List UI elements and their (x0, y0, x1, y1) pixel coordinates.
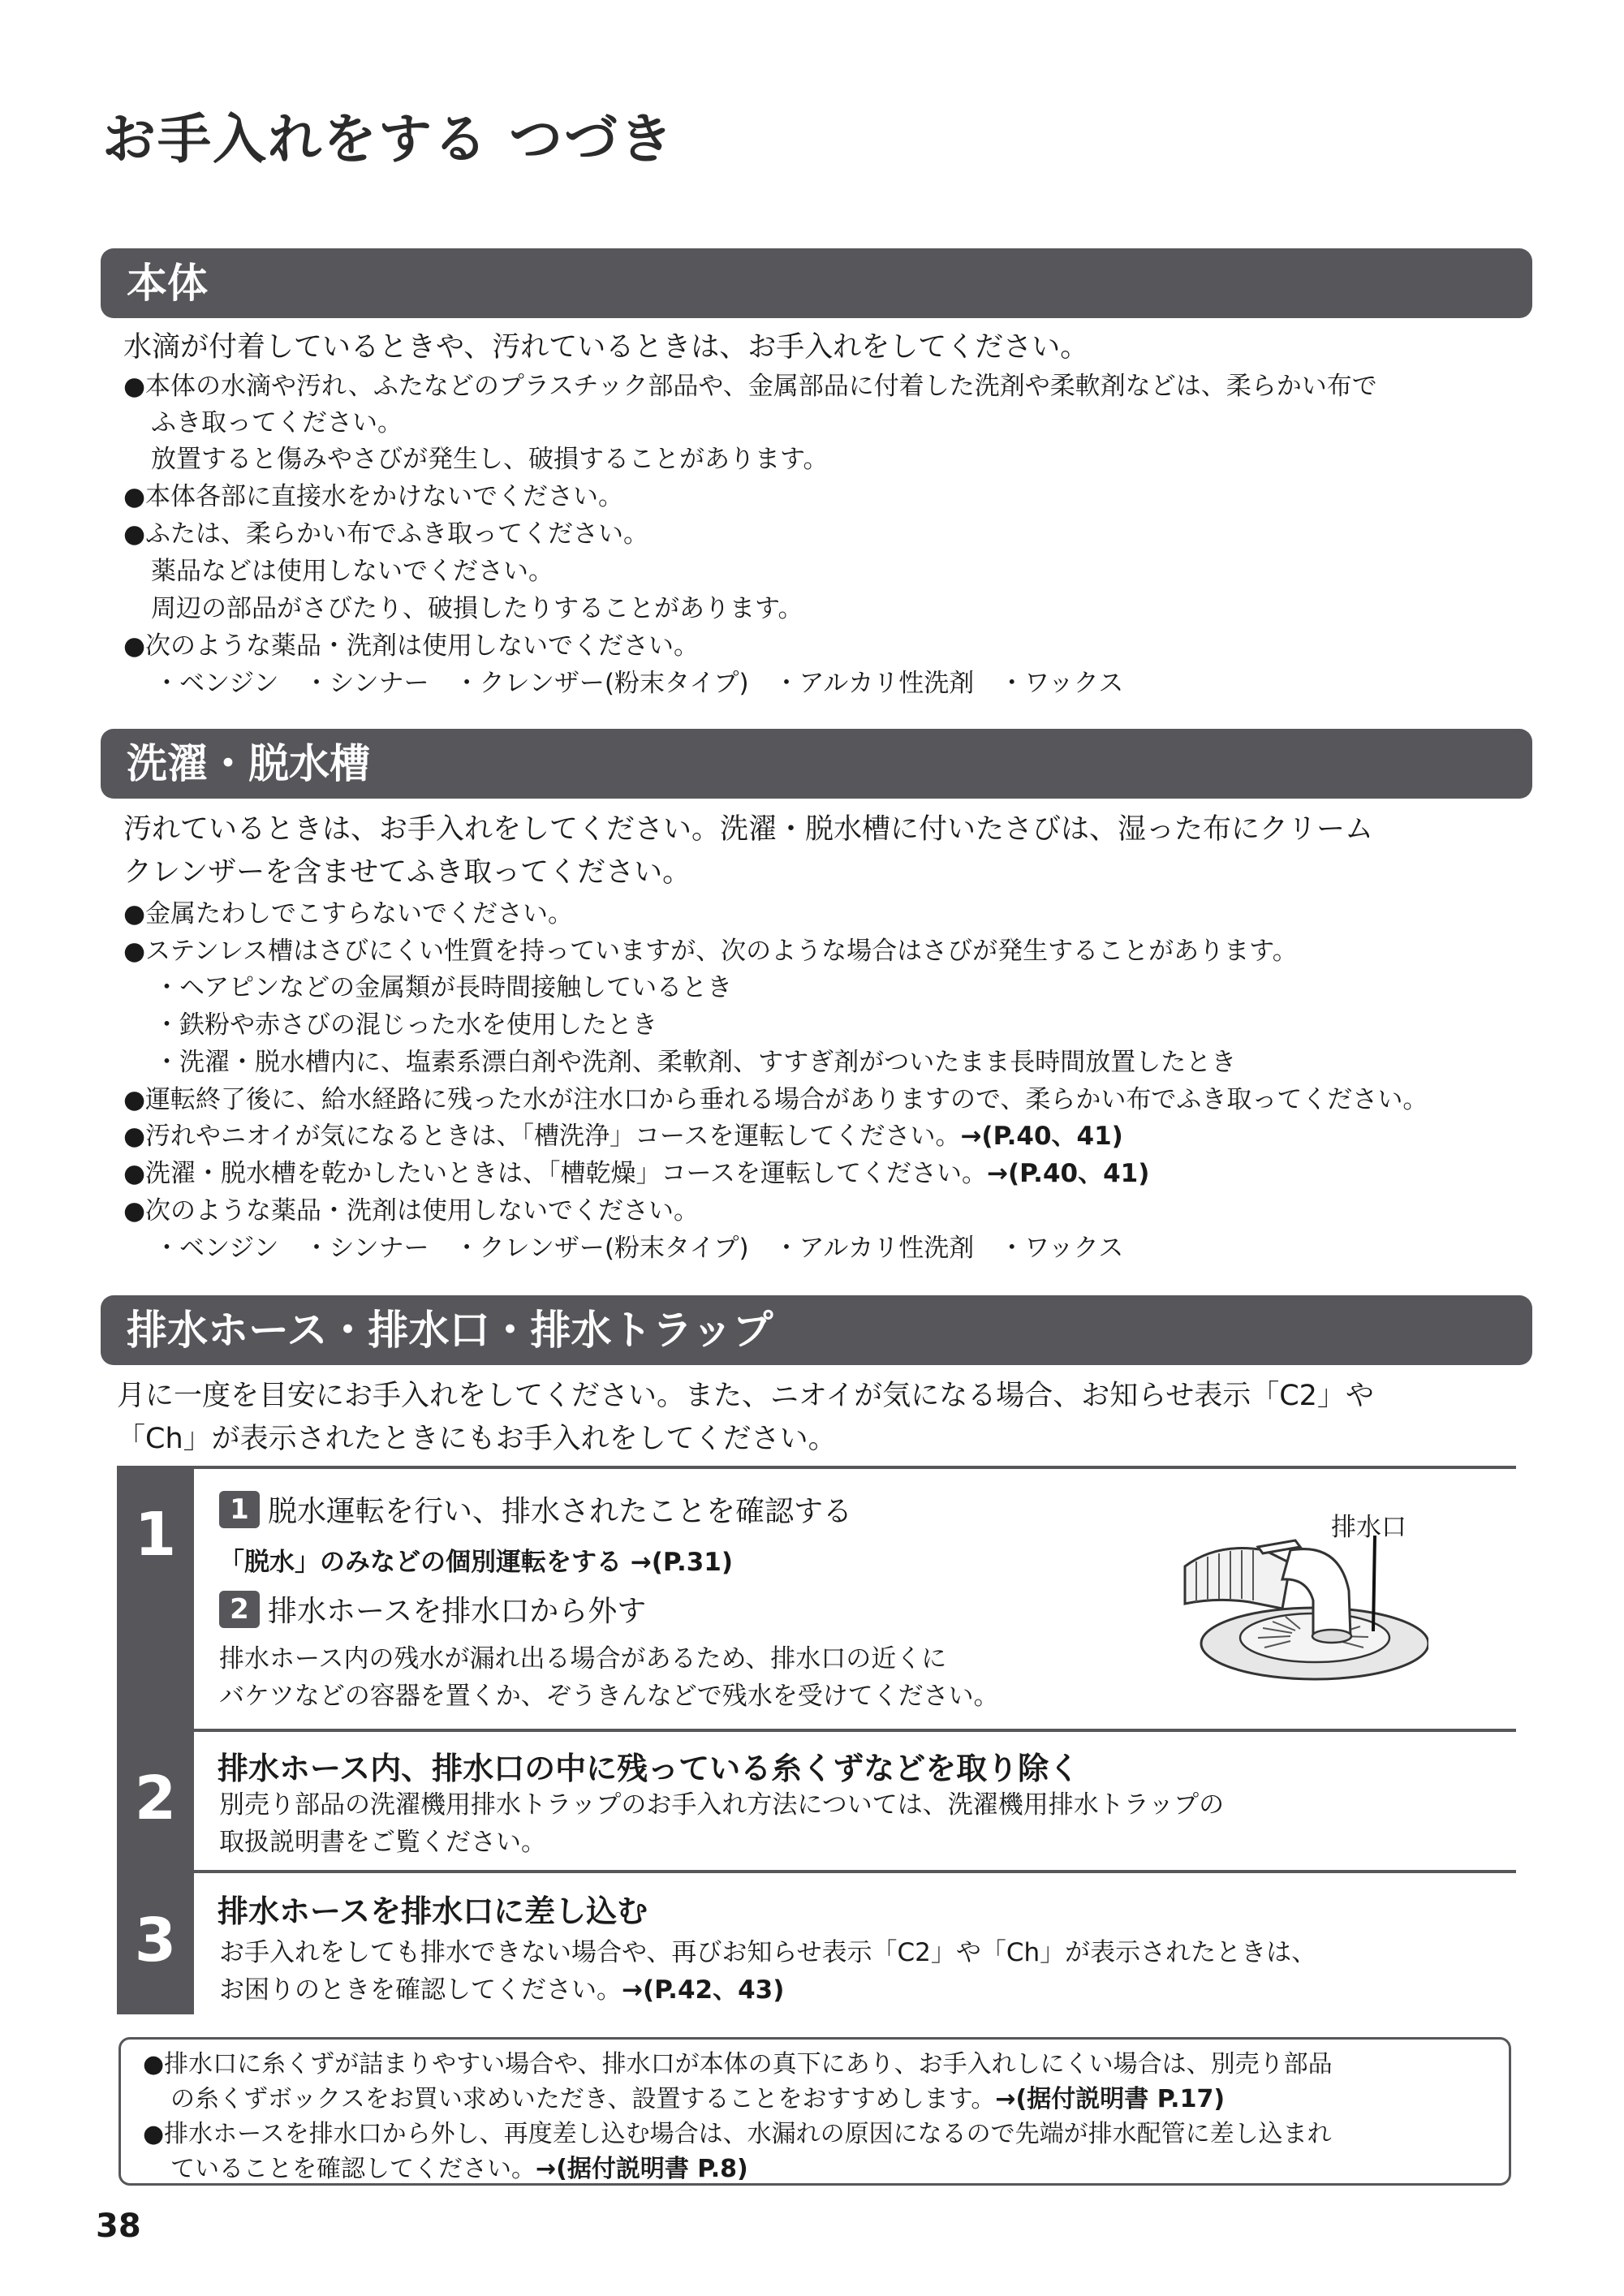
body-bullet-3-note: 周辺の部品がさびたり、破損したりすることがあります。 (151, 594, 803, 623)
note-1-line-1: ●排水口に糸くずが詰まりやすい場合や、排水口が本体の真下にあり、お手入れしにくい場合は、別売り部品 (143, 2050, 1333, 2078)
page-title: お手入れをする つづき (102, 108, 674, 170)
substep-1-text: 脱水運転を行い、排水されたことを確認する (268, 1495, 853, 1528)
section-heading-drain: 排水ホース・排水口・排水トラップ (101, 1295, 1532, 1365)
note-2-line-1: ●排水ホースを排水口から外し、再度差し込む場合は、水漏れの原因になるので先端が排水配管に差し込まれ (143, 2120, 1332, 2148)
body-bullet-1-note: 放置すると傷みやさびが発生し、破損することがあります。 (151, 445, 829, 474)
body-bullet-4: ●次のような薬品・洗剤は使用しないでください。 (123, 631, 700, 661)
tub-sub-3: ・洗濯・脱水槽内に、塩素系漂白剤や洗剤、柔軟剤、すすぎ剤がついたまま長時間放置したとき (154, 1048, 1237, 1077)
step-1-substep-1 (219, 1488, 852, 1530)
note-1-ref: →(据付説明書 P.17) (995, 2085, 1226, 2113)
body-bullet-2: ●本体各部に直接水をかけないでください。 (123, 482, 624, 511)
body-chemical-list: ・ベンジン ・シンナー ・クレンザー(粉末タイプ) ・アルカリ性洗剤 ・ワックス (154, 669, 1124, 698)
step-3-top-rule (117, 1870, 1516, 1873)
step-2-number: 2 (117, 1729, 194, 1870)
note-1-line-2: の糸くずボックスをお買い求めいただき、設置することをおすすめします。→(据付説明書 P.17) (170, 2085, 1226, 2113)
step-1-substep-2 (219, 1588, 646, 1630)
tub-bullet-6: ●次のような薬品・洗剤は使用しないでください。 (123, 1196, 700, 1226)
section-heading-tub: 洗濯・脱水槽 (101, 729, 1532, 799)
body-bullet-1: ●本体の水滴や汚れ、ふたなどのプラスチック部品や、金属部品に付着した洗剤や柔軟剤などは、柔らかい布で (123, 372, 1377, 401)
step-3-ref: →(P.42、43) (622, 1975, 785, 2005)
substep-2-badge: 2 (219, 1591, 260, 1628)
section-heading-body: 本体 (101, 248, 1532, 318)
tub-sub-2: ・鉄粉や赤さびの混じった水を使用したとき (154, 1010, 657, 1040)
step-2-body-line-1: 別売り部品の洗濯機用排水トラップのお手入れ方法については、洗濯機用排水トラップの (219, 1790, 1225, 1820)
step-1-top-rule (117, 1466, 1516, 1469)
step-1-number: 1 (117, 1466, 194, 1729)
substep-2-text: 排水ホースを排水口から外す (268, 1595, 647, 1628)
step-3-body-line-2: お困りのときを確認してください。→(P.42、43) (219, 1975, 785, 2005)
step-2-body-line-2: 取扱説明書をご覧ください。 (219, 1828, 546, 1857)
tub-bullet-3: ●運転終了後に、給水経路に残った水が注水口から垂れる場合がありますので、柔らかい布でふき取ってください。 (123, 1085, 1428, 1114)
tub-bullet-5: ●洗濯・脱水槽を乾かしたいときは、「槽乾燥」コースを運転してください。→(P.40、41) (123, 1159, 1150, 1188)
step-3-number: 3 (117, 1870, 194, 2014)
tub-lead-line-1: 汚れているときは、お手入れをしてください。洗濯・脱水槽に付いたさびは、湿った布にクリーム (123, 813, 1374, 846)
step-1-substep-1-note: 「脱水」のみなどの個別運転をする →(P.31) (219, 1548, 734, 1577)
body-bullet-1-cont: ふき取ってください。 (151, 408, 403, 437)
step-2-heading: 排水ホース内、排水口の中に残っている糸くずなどを取り除く (218, 1751, 1080, 1786)
step-1-body-line-2: バケツなどの容器を置くか、ぞうきんなどで残水を受けてください。 (219, 1682, 999, 1711)
tub-bullet-4: ●汚れやニオイが気になるときは、「槽洗浄」コースを運転してください。→(P.40、41) (123, 1122, 1123, 1151)
step-1-body-line-1: 排水ホース内の残水が漏れ出る場合があるため、排水口の近くに (219, 1644, 947, 1674)
note-2-ref: →(据付説明書 P.8) (536, 2155, 748, 2183)
tub-sub-1: ・ヘアピンなどの金属類が長時間接触しているとき (154, 973, 733, 1002)
note-2-line-2: ていることを確認してください。→(据付説明書 P.8) (170, 2155, 748, 2183)
step-2-top-rule (117, 1729, 1516, 1732)
tub-bullet-1: ●金属たわしでこすらないでください。 (123, 899, 574, 928)
drain-lead-line-1: 月に一度を目安にお手入れをしてください。また、ニオイが気になる場合、お知らせ表示「C2」や (117, 1380, 1374, 1412)
tub-bullet-2: ●ステンレス槽はさびにくい性質を持っていますが、次のような場合はさびが発生することがあります。 (123, 937, 1298, 966)
body-lead-text: 水滴が付着しているときや、汚れているときは、お手入れをしてください。 (123, 331, 1089, 364)
step-3-body-line-1: お手入れをしても排水できない場合や、再びお知らせ表示「C2」や「Ch」が表示されたときは、 (219, 1938, 1317, 1967)
page-number: 38 (96, 2208, 141, 2245)
substep-1-badge: 1 (219, 1491, 260, 1528)
tub-chemical-list: ・ベンジン ・シンナー ・クレンザー(粉末タイプ) ・アルカリ性洗剤 ・ワックス (154, 1234, 1124, 1263)
tub-bullet-4-ref: →(P.40、41) (960, 1122, 1123, 1151)
tub-lead-line-2: クレンザーを含ませてふき取ってください。 (123, 856, 691, 889)
drain-outlet-label: 排水口 (1331, 1513, 1406, 1542)
tub-bullet-5-ref: →(P.40、41) (987, 1159, 1150, 1188)
drain-lead-line-2: 「Ch」が表示されたときにもお手入れをしてください。 (117, 1423, 837, 1455)
body-bullet-3-cont: 薬品などは使用しないでください。 (151, 557, 554, 586)
body-bullet-3: ●ふたは、柔らかい布でふき取ってください。 (123, 519, 649, 549)
step-3-heading: 排水ホースを排水口に差し込む (218, 1893, 648, 1929)
